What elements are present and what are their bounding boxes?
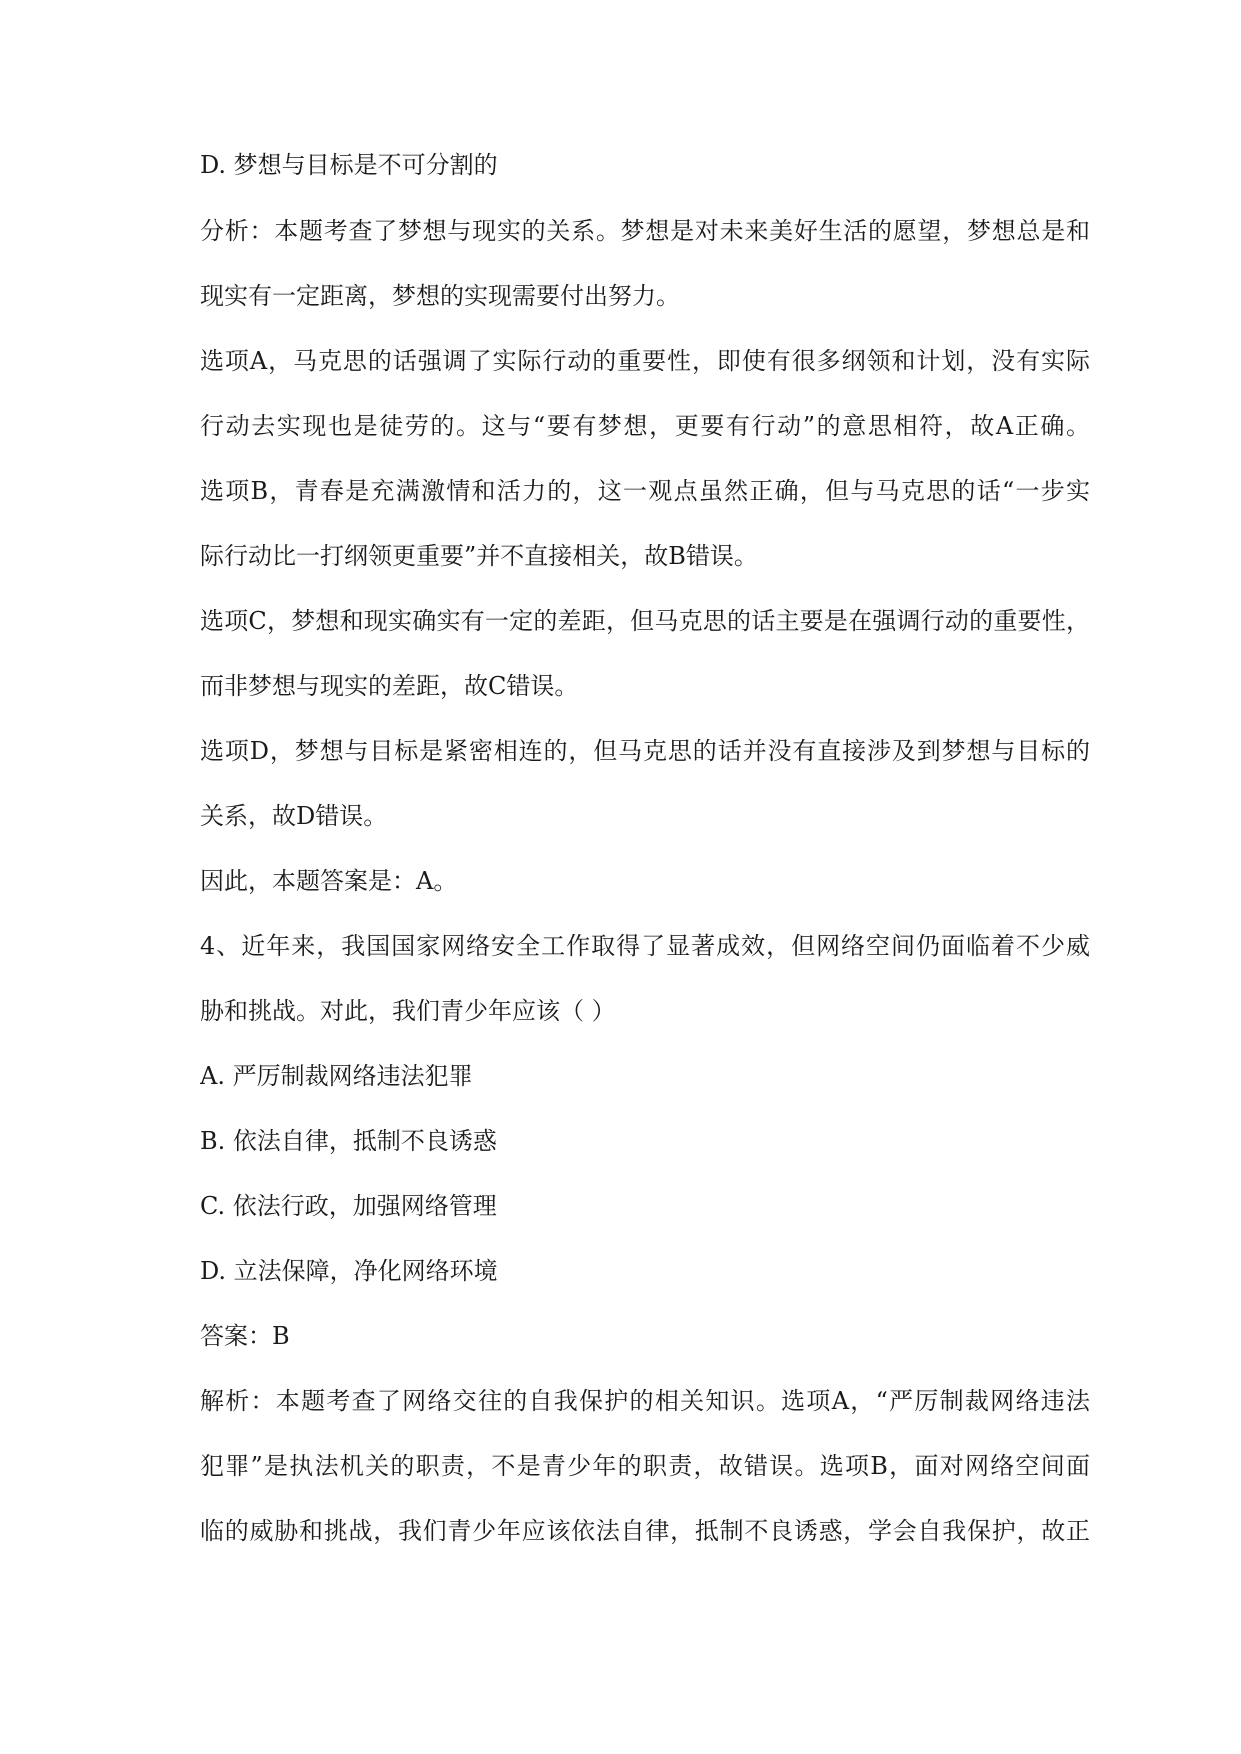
conclusion-line: 因此，本题答案是：A。 — [200, 867, 458, 895]
question-4-line-1: 4、近年来，我国国家网络安全工作取得了显著成效，但网络空间仍面临着不少威 — [200, 932, 1090, 960]
option-a-line-2: 行动去实现也是徒劳的。这与“要有梦想，更要有行动”的意思相符，故A正确。 — [200, 412, 1090, 440]
analysis-line-2: 现实有一定距离，梦想的实现需要付出努力。 — [200, 282, 680, 310]
q4-option-d: D. 立法保障，净化网络环境 — [200, 1257, 498, 1285]
q4-option-a: A. 严厉制裁网络违法犯罪 — [200, 1062, 473, 1090]
option-d-analysis-line-1: 选项D，梦想与目标是紧密相连的，但马克思的话并没有直接涉及到梦想与目标的 — [200, 737, 1090, 765]
analysis-line-1: 分析：本题考查了梦想与现实的关系。梦想是对未来美好生活的愿望，梦想总是和 — [200, 217, 1090, 245]
option-b-line-1: 选项B，青春是充满激情和活力的，这一观点虽然正确，但与马克思的话“一步实 — [200, 477, 1090, 505]
option-d-analysis-line-2: 关系，故D错误。 — [200, 802, 388, 830]
q4-answer: 答案：B — [200, 1322, 290, 1350]
option-b-line-2: 际行动比一打纲领更重要”并不直接相关，故B错误。 — [200, 542, 758, 570]
option-c-line-2: 而非梦想与现实的差距，故C错误。 — [200, 672, 579, 700]
option-a-line-1: 选项A，马克思的话强调了实际行动的重要性，即使有很多纲领和计划，没有实际 — [200, 347, 1090, 375]
q4-option-c: C. 依法行政，加强网络管理 — [200, 1192, 497, 1220]
q4-explanation-line-1: 解析：本题考查了网络交往的自我保护的相关知识。选项A，“严厉制裁网络违法 — [200, 1387, 1090, 1415]
option-d-line: D. 梦想与目标是不可分割的 — [200, 151, 498, 179]
q4-explanation-line-3: 临的威胁和挑战，我们青少年应该依法自律，抵制不良诱惑，学会自我保护，故正 — [200, 1517, 1090, 1545]
q4-option-b: B. 依法自律，抵制不良诱惑 — [200, 1127, 497, 1155]
option-c-line-1: 选项C，梦想和现实确实有一定的差距，但马克思的话主要是在强调行动的重要性， — [200, 607, 1090, 635]
question-4-line-2: 胁和挑战。对此，我们青少年应该（ ） — [200, 997, 616, 1025]
q4-explanation-line-2: 犯罪”是执法机关的职责，不是青少年的职责，故错误。选项B，面对网络空间面 — [200, 1452, 1090, 1480]
